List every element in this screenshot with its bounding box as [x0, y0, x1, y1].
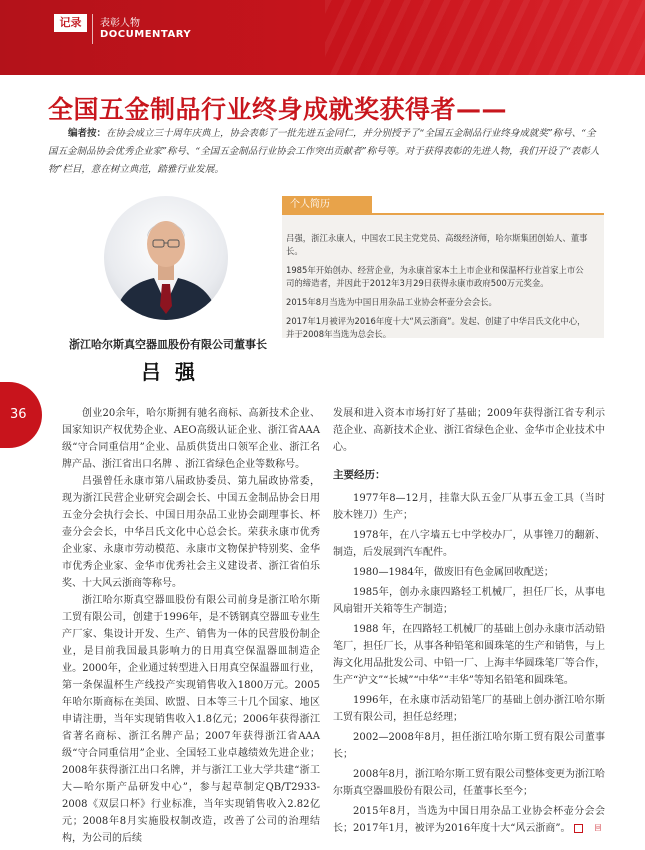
bio-paragraph: 2017年1月被评为2016年度十大“风云浙商”。发起、创建了中华吕氏文化中心，并于2008年当选为总会长。 [286, 316, 586, 339]
editor-note-label: 编者按： [68, 128, 107, 139]
end-mark-icon: 回 [574, 824, 583, 833]
section-tag: 记录 [54, 14, 87, 32]
header-divider [92, 14, 93, 44]
experience-timeline [333, 490, 605, 837]
timeline-item [333, 803, 605, 837]
timeline-item: 2002—2008年8月，担任浙江哈尔斯工贸有限公司董事长； [333, 732, 605, 760]
page-number: 36 [10, 407, 27, 422]
person-name: 吕强 [141, 360, 209, 384]
article-title: 全国五金制品行业终身成就奖获得者—— [48, 95, 508, 124]
body-paragraph: 浙江哈尔斯真空器皿股份有限公司前身是浙江哈尔斯工贸有限公司，创建于1996年，是不锈钢真空器皿专业生产厂家、集设计开发、生产、销售为一体的民营股份制企业，是目前我国最具影响力的日用真空保温器皿制造企业。2000年，企业通过转型进入日用真空保温器皿行业，第一条保温杯生产线投产实现销售收入1800万元。2005年哈尔斯商标在美国、欧盟、日本等三十几个国家、地区申请注册，当年实现销售收入1.8亿元；2006年获得浙江省著名商标、浙江名牌产品；2007年获得浙江省AAA级“守合同重信用”企业、全国轻工业卓越绩效先进企业；2008年获得浙江出口名牌，并与浙江工业大学共建“浙工大—哈尔斯产品研发中心”，参与起草制定QB/T2933-2008《双层口杯》行业标准，当年实现销售收入2.82亿元；2008年8月实施股权制改造，改善了公司的治理结构，为公司的后续 [62, 595, 320, 844]
portrait-photo [104, 196, 228, 320]
company-title: 浙江哈尔斯真空器皿股份有限公司董事长 [69, 338, 267, 351]
bio-text [286, 232, 588, 347]
bio-paragraph: 吕强，浙江永康人，中国农工民主党党员、高级经济师，哈尔斯集团创始人、董事长。 [286, 233, 588, 256]
timeline-item: 1977年8—12月，挂靠大队五金厂从事五金工具（当时胶木锉刀）生产； [333, 493, 605, 521]
header-banner [0, 0, 645, 75]
experience-subhead: 主要经历： [333, 469, 386, 481]
section-title-en: DOCUMENTARY [100, 29, 192, 40]
left-column [62, 405, 320, 847]
timeline-item: 2008年8月，浙江哈尔斯工贸有限公司整体变更为浙江哈尔斯真空器皿股份有限公司，任董事长至今； [333, 769, 605, 797]
bio-paragraph: 2015年8月当选为中国日用杂品工业协会杯壶分会会长。 [286, 297, 497, 307]
body-paragraph: 吕强曾任永康市第八届政协委员、第九届政协常委，现为浙江民营企业研究会副会长、中国五金制品协会日用五金分会执行会长、中国日用杂品工业协会副理事长、杯壶分会会长，中华吕氏文化中心总会长。荣获永康市优秀企业家、永康市劳动模范、永康市文物保护特别奖、金华市优秀企业家、金华市优秀社会主义建设者、浙江省伯乐奖、十大风云浙商等称号。 [62, 476, 320, 589]
timeline-item: 1985年，创办永康四路轻工机械厂，担任厂长，从事电风扇钳开关箱等生产制造； [333, 587, 605, 615]
timeline-item-text: 2015年8月，当选为中国日用杂品工业协会杯壶分会会长；2017年1月，被评为2016年度十大“风云浙商”。 [333, 806, 605, 834]
timeline-item: 1996年，在永康市活动铅笔厂的基础上创办浙江哈尔斯工贸有限公司，担任总经理； [333, 695, 605, 723]
timeline-item: 1980—1984年，做废旧有色金属回收配送； [353, 567, 554, 578]
timeline-item: 1978年，在八字墙五七中学校办厂，从事锉刀的翻新、制造，后发展到汽车配件。 [333, 530, 605, 558]
timeline-item: 1988 年，在四路轻工机械厂的基础上创办永康市活动铅笔厂，担任厂长，从事各种铅笔和圆珠笔的生产和销售，与上海文化用品批发公司、中铅一厂、上海丰华圆珠笔厂等合作，生产“沪文”“长城”“中华”“丰华”等知名铅笔和圆珠笔。 [333, 624, 605, 686]
editor-note [48, 125, 603, 179]
bio-label: 个人简历 [282, 196, 372, 214]
right-column [333, 405, 605, 840]
bio-paragraph: 1985年开始创办、经营企业，为永康首家本土上市企业和保温杯行业首家上市公司的缔造者，并因此于2012年3月29日获得永康市政府500万元奖金。 [286, 265, 584, 288]
bio-label-underline [282, 213, 604, 215]
section-title-cn: 表彰人物 [100, 18, 140, 29]
body-paragraph: 发展和进入资本市场打好了基础；2009年获得浙江省专利示范企业、高新技术企业、浙江省绿色企业、金华市企业技术中心。 [333, 408, 605, 453]
editor-note-text: 在协会成立三十周年庆典上，协会表彰了一批先进五金同仁，并分别授予了“全国五金制品行业终身成就奖”称号、“全国五金制品协会优秀企业家”称号、“全国五金制品行业协会工作突出贡献者”称号等。对于获得表彰的先进人物，我们开设了“表彰人物”栏目，意在树立典范，踏雅行业发展。 [48, 128, 600, 175]
body-paragraph: 创业20余年，哈尔斯拥有驰名商标、高新技术企业、国家知识产权优势企业、AEO高级认证企业、浙江省AAA级“守合同重信用”企业、品质供货出口领军企业、浙江名牌产品、浙江省出口名牌 、浙江省绿色企业等数称号。 [62, 408, 320, 470]
